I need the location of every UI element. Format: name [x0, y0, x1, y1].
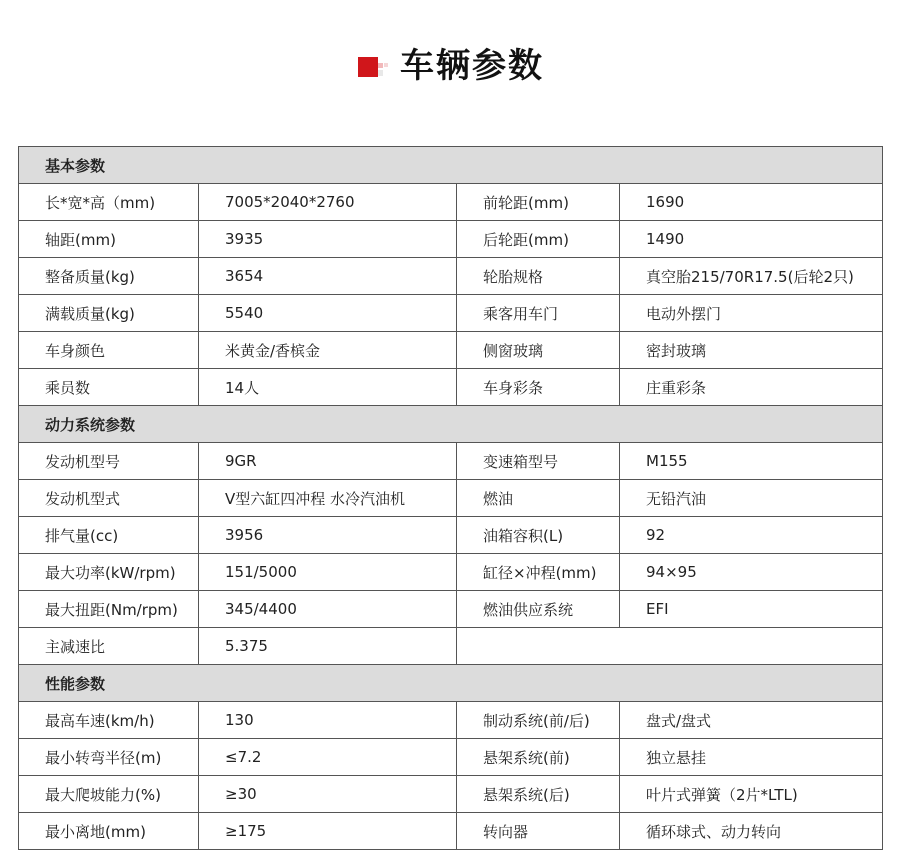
param-label: 燃油供应系统	[457, 591, 620, 628]
param-label: 满载质量(kg)	[19, 295, 199, 332]
param-value: 151/5000	[199, 554, 457, 591]
table-row	[19, 221, 883, 258]
param-label: 最大爬坡能力(%)	[19, 776, 199, 813]
param-value: 电动外摆门	[620, 295, 883, 332]
param-value: ≥175	[199, 813, 457, 850]
param-value: 9GR	[199, 443, 457, 480]
param-label: 缸径×冲程(mm)	[457, 554, 620, 591]
param-label: 发动机型号	[19, 443, 199, 480]
spec-table	[18, 146, 883, 850]
param-label: 最大功率(kW/rpm)	[19, 554, 199, 591]
section-header-row	[19, 406, 883, 443]
page-title: 车辆参数	[400, 45, 544, 86]
table-row	[19, 332, 883, 369]
param-value: 92	[620, 517, 883, 554]
param-label: 后轮距(mm)	[457, 221, 620, 258]
param-label: 车身颜色	[19, 332, 199, 369]
param-value: 345/4400	[199, 591, 457, 628]
param-label: 最小转弯半径(m)	[19, 739, 199, 776]
table-row	[19, 184, 883, 221]
table-row	[19, 813, 883, 850]
section-header-powertrain: 动力系统参数	[19, 406, 883, 443]
param-value: 叶片式弹簧（2片*LTL)	[620, 776, 883, 813]
param-value: 1490	[620, 221, 883, 258]
param-value: 无铅汽油	[620, 480, 883, 517]
table-row	[19, 517, 883, 554]
param-value: 庄重彩条	[620, 369, 883, 406]
param-value: 130	[199, 702, 457, 739]
param-label: 主减速比	[19, 628, 199, 665]
param-label: 发动机型式	[19, 480, 199, 517]
param-value: M155	[620, 443, 883, 480]
param-value: 盘式/盘式	[620, 702, 883, 739]
empty-cell	[457, 628, 883, 665]
param-label: 悬架系统(后)	[457, 776, 620, 813]
param-label: 侧窗玻璃	[457, 332, 620, 369]
param-value: 94×95	[620, 554, 883, 591]
table-row	[19, 591, 883, 628]
param-value: 3654	[199, 258, 457, 295]
param-label: 转向器	[457, 813, 620, 850]
table-row	[19, 702, 883, 739]
param-label: 悬架系统(前)	[457, 739, 620, 776]
param-label: 长*宽*高（mm)	[19, 184, 199, 221]
table-row	[19, 739, 883, 776]
section-header-performance: 性能参数	[19, 665, 883, 702]
table-row	[19, 295, 883, 332]
param-label: 燃油	[457, 480, 620, 517]
table-row	[19, 443, 883, 480]
param-label: 最小离地(mm)	[19, 813, 199, 850]
table-row	[19, 776, 883, 813]
param-value: 密封玻璃	[620, 332, 883, 369]
param-value: ≥30	[199, 776, 457, 813]
param-value: 真空胎215/70R17.5(后轮2只)	[620, 258, 883, 295]
param-value: 米黄金/香槟金	[199, 332, 457, 369]
param-label: 最大扭距(Nm/rpm)	[19, 591, 199, 628]
param-value: 5540	[199, 295, 457, 332]
param-label: 车身彩条	[457, 369, 620, 406]
param-value: 5.375	[199, 628, 457, 665]
param-value: V型六缸四冲程 水冷汽油机	[199, 480, 457, 517]
param-label: 前轮距(mm)	[457, 184, 620, 221]
table-row	[19, 628, 883, 665]
param-value: 循环球式、动力转向	[620, 813, 883, 850]
section-header-row	[19, 665, 883, 702]
page-header	[0, 40, 900, 84]
title-square-icon	[356, 47, 390, 77]
param-label: 乘员数	[19, 369, 199, 406]
section-header-basic: 基本参数	[19, 147, 883, 184]
param-label: 整备质量(kg)	[19, 258, 199, 295]
table-row	[19, 369, 883, 406]
param-label: 排气量(cc)	[19, 517, 199, 554]
param-value: 1690	[620, 184, 883, 221]
table-row	[19, 258, 883, 295]
param-label: 制动系统(前/后)	[457, 702, 620, 739]
param-value: 7005*2040*2760	[199, 184, 457, 221]
param-label: 油箱容积(L)	[457, 517, 620, 554]
param-value: EFI	[620, 591, 883, 628]
param-value: 3935	[199, 221, 457, 258]
param-label: 轮胎规格	[457, 258, 620, 295]
param-label: 乘客用车门	[457, 295, 620, 332]
param-label: 最高车速(km/h)	[19, 702, 199, 739]
section-header-row	[19, 147, 883, 184]
param-value: 3956	[199, 517, 457, 554]
param-value: 独立悬挂	[620, 739, 883, 776]
param-label: 变速箱型号	[457, 443, 620, 480]
table-row	[19, 554, 883, 591]
param-value: ≤7.2	[199, 739, 457, 776]
param-label: 轴距(mm)	[19, 221, 199, 258]
param-value: 14人	[199, 369, 457, 406]
table-row	[19, 480, 883, 517]
